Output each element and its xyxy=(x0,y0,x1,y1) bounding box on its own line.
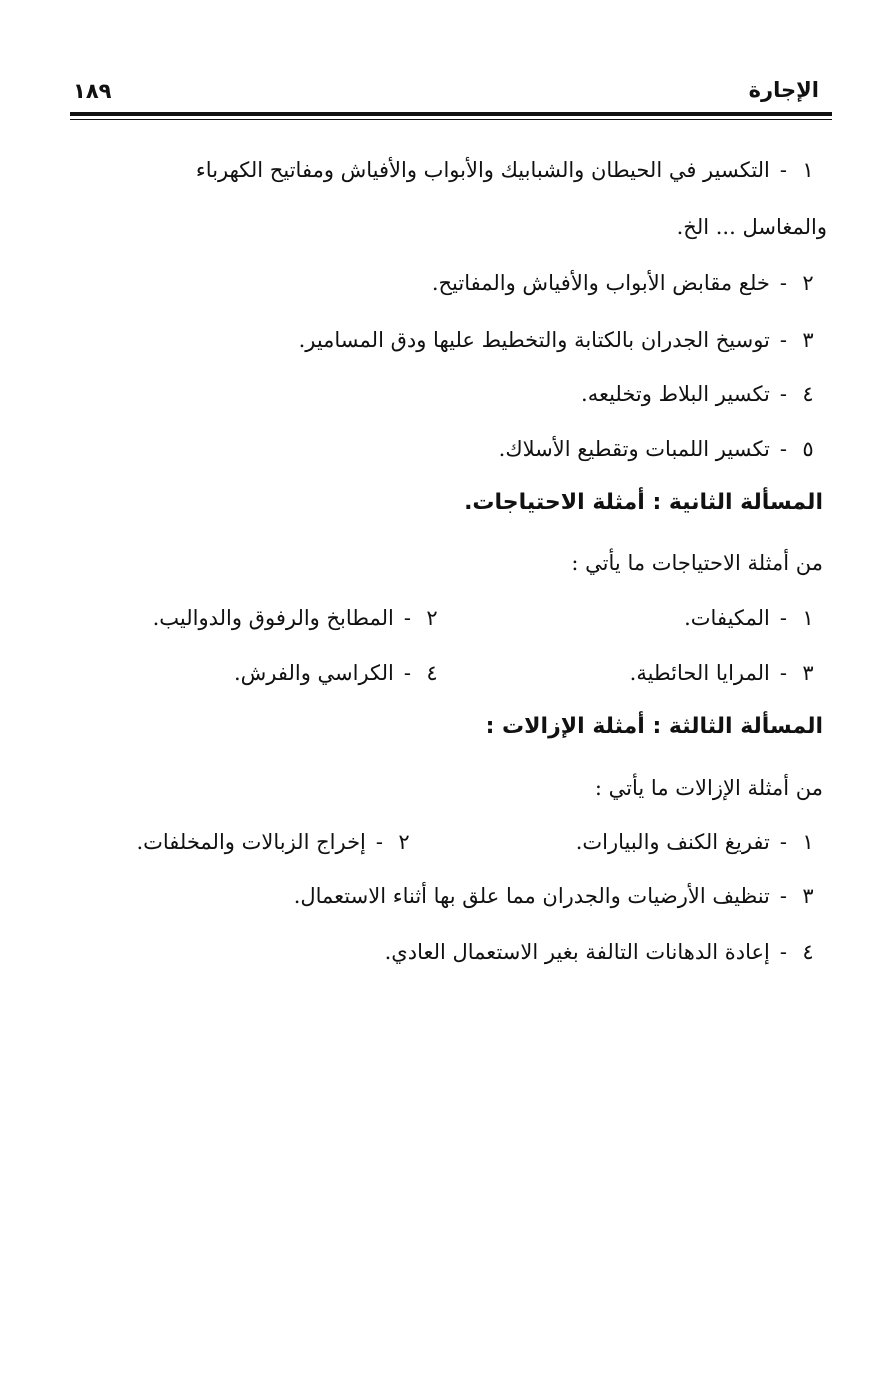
item-number: ٤ xyxy=(802,940,814,964)
item-number: ٣ xyxy=(802,884,814,908)
item-dash: - xyxy=(779,606,787,630)
list-item xyxy=(234,658,445,688)
item-text: إعادة الدهانات التالفة بغير الاستعمال العادي. xyxy=(384,940,770,964)
section-intro: من أمثلة الاحتياجات ما يأتي : xyxy=(571,551,823,575)
list-item xyxy=(196,155,821,185)
item-text: توسيخ الجدران بالكتابة والتخطيط عليها ودق المسامير. xyxy=(298,328,770,352)
list-item xyxy=(630,658,821,688)
item-dash: - xyxy=(403,606,411,630)
section-heading: المسألة الثانية : أمثلة الاحتياجات. xyxy=(464,490,823,515)
item-number: ١ xyxy=(802,606,814,630)
header-rule-thin xyxy=(70,119,832,120)
item-dash: - xyxy=(779,271,787,295)
header-rule-thick xyxy=(70,112,832,116)
section-intro: من أمثلة الإزالات ما يأتي : xyxy=(594,776,823,800)
item-number: ٢ xyxy=(802,271,814,295)
item-text: تكسير اللمبات وتقطيع الأسلاك. xyxy=(498,437,770,461)
item-dash: - xyxy=(779,661,787,685)
item-dash: - xyxy=(779,158,787,182)
item-dash: - xyxy=(375,830,383,854)
item-number: ٢ xyxy=(398,830,410,854)
list-item xyxy=(153,603,445,633)
page-number: ١٨٩ xyxy=(73,79,112,103)
item-dash: - xyxy=(779,382,787,406)
list-item xyxy=(299,325,821,355)
item-dash: - xyxy=(779,437,787,461)
item-dash: - xyxy=(779,940,787,964)
item-text: إخراج الزبالات والمخلفات. xyxy=(136,830,366,854)
item-text: المكيفات. xyxy=(684,606,770,630)
item-number: ٣ xyxy=(802,661,814,685)
item-number: ٣ xyxy=(802,328,814,352)
list-item xyxy=(432,268,821,298)
item-number: ١ xyxy=(802,158,814,182)
running-header-title: الإجارة xyxy=(748,78,819,102)
item-text: خلع مقابض الأبواب والأفياش والمفاتيح. xyxy=(431,271,770,295)
list-item xyxy=(581,379,821,409)
list-item xyxy=(684,603,821,633)
item-number: ٤ xyxy=(426,661,438,685)
item-text: تكسير البلاط وتخليعه. xyxy=(581,382,770,406)
item-dash: - xyxy=(779,328,787,352)
item-text: تنظيف الأرضيات والجدران مما علق بها أثناء الاستعمال. xyxy=(293,884,770,908)
item-dash: - xyxy=(779,884,787,908)
section-heading: المسألة الثالثة : أمثلة الإزالات : xyxy=(485,714,823,739)
item-continuation: والمغاسل ... الخ. xyxy=(676,215,827,239)
item-number: ٥ xyxy=(802,437,814,461)
list-item xyxy=(385,937,821,967)
item-text: المطابخ والرفوق والدواليب. xyxy=(152,606,394,630)
item-number: ٢ xyxy=(426,606,438,630)
list-item xyxy=(576,827,821,857)
list-item xyxy=(294,881,821,911)
item-text: الكراسي والفرش. xyxy=(233,661,394,685)
item-dash: - xyxy=(779,830,787,854)
item-number: ١ xyxy=(802,830,814,854)
item-dash: - xyxy=(403,661,411,685)
item-text: المرايا الحائطية. xyxy=(629,661,770,685)
list-item xyxy=(499,434,821,464)
item-number: ٤ xyxy=(802,382,814,406)
list-item xyxy=(136,827,417,857)
item-text: تفريغ الكنف والبيارات. xyxy=(575,830,770,854)
item-text: التكسير في الحيطان والشبابيك والأبواب والأفياش ومفاتيح الكهرباء xyxy=(195,158,770,182)
